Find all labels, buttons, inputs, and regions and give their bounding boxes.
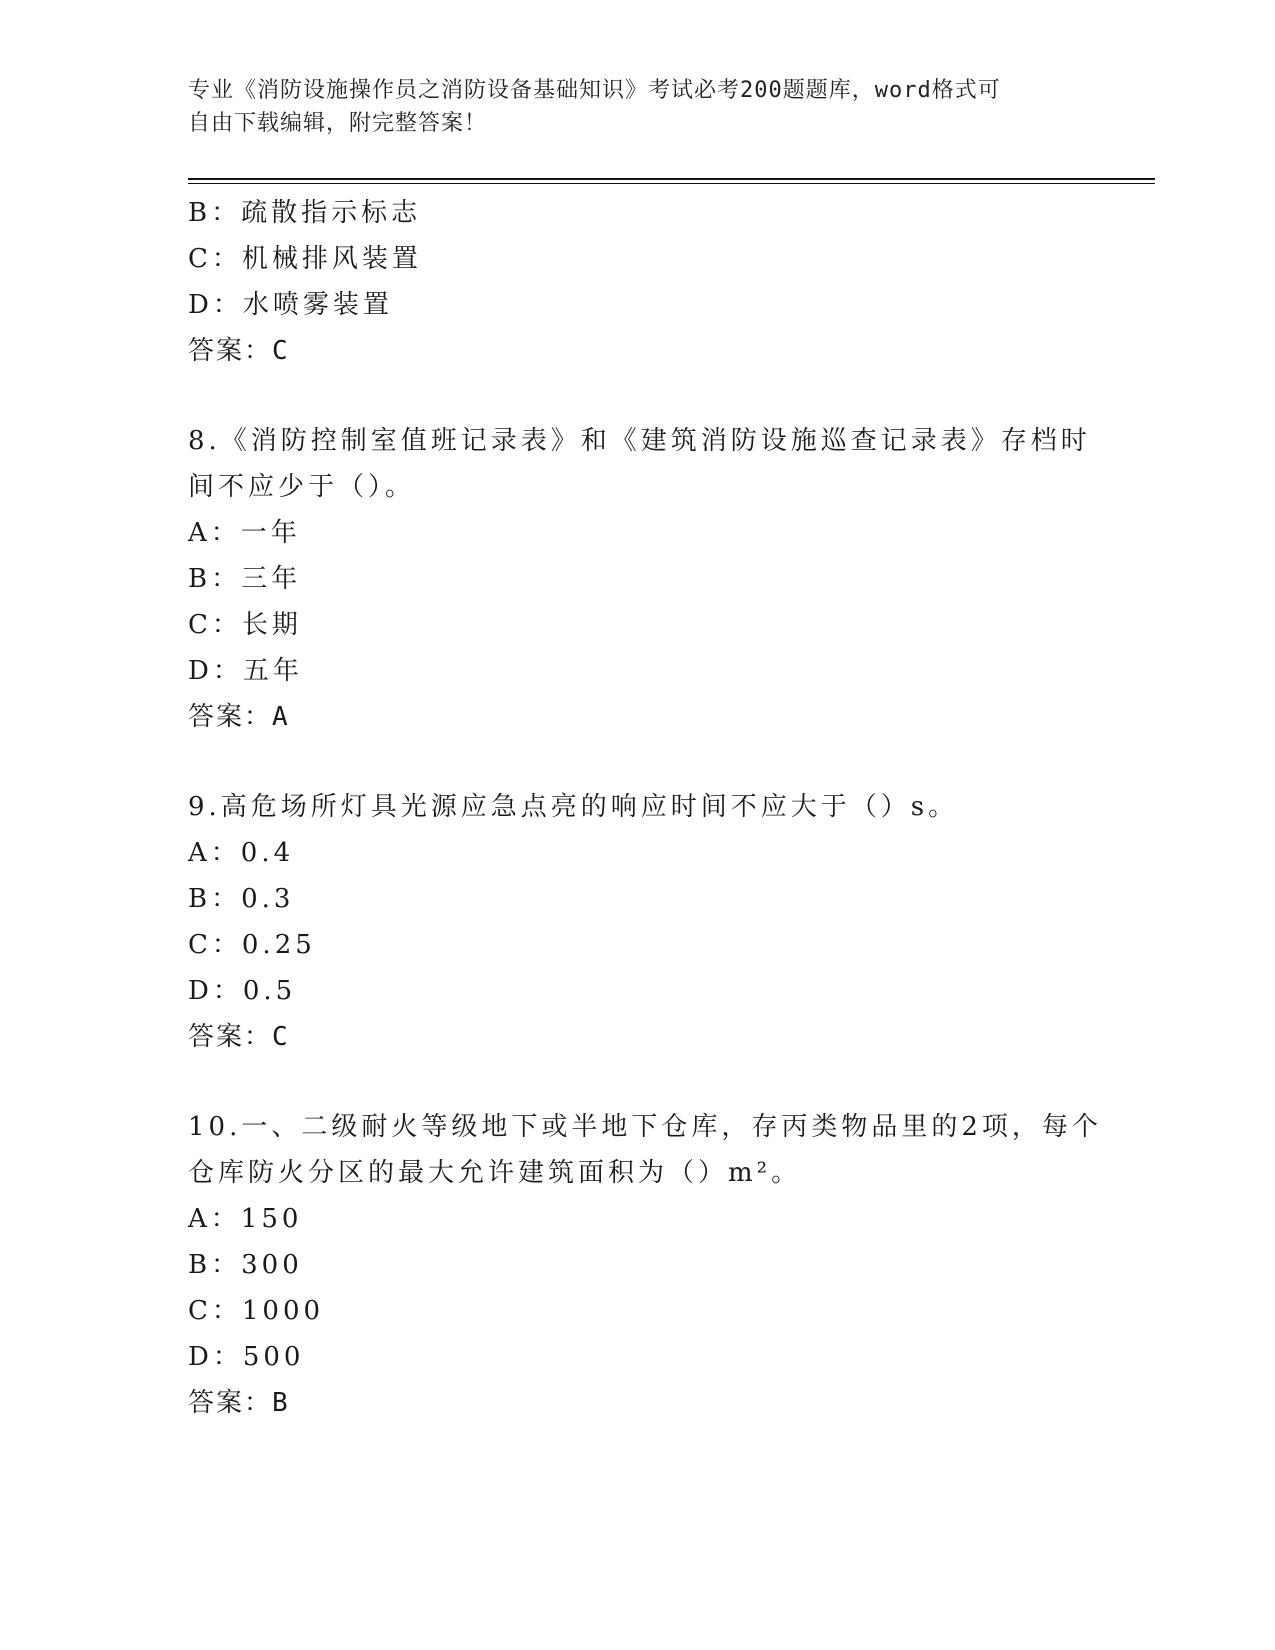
question-list <box>188 190 1102 1426</box>
option-a: A：一年 <box>188 518 301 548</box>
option-d: D：水喷雾装置 <box>188 290 393 320</box>
answer: 答案：C <box>188 1022 290 1052</box>
answer: 答案：C <box>188 336 290 366</box>
question-9 <box>188 784 1088 1060</box>
option-c: C：长期 <box>188 610 302 640</box>
option-b: B：疏散指示标志 <box>188 198 422 228</box>
answer: 答案：A <box>188 702 290 732</box>
option-c: C：0.25 <box>188 930 316 960</box>
spacer <box>188 374 1088 418</box>
option-b: B：0.3 <box>188 884 295 914</box>
spacer <box>188 740 1088 784</box>
option-b: B：三年 <box>188 564 302 594</box>
question-stem-continued: 间不应少于（）。 <box>188 472 416 502</box>
question-8 <box>188 418 1091 740</box>
option-c: C：1000 <box>188 1296 325 1326</box>
option-d: D：五年 <box>188 656 303 686</box>
question-stem-continued: 仓库防火分区的最大允许建筑面积为（）m²。 <box>188 1158 802 1188</box>
question-stem: 8.《消防控制室值班记录表》和《建筑消防设施巡查记录表》存档时 <box>188 426 1091 456</box>
question-stem: 9.高危场所灯具光源应急点亮的响应时间不应大于（）s。 <box>188 792 959 822</box>
option-c: C：机械排风装置 <box>188 244 422 274</box>
header-divider-thick <box>188 178 1155 180</box>
spacer <box>188 1060 1088 1104</box>
header-line-1: 专业《消防设施操作员之消防设备基础知识》考试必考200题题库，word格式可 <box>188 78 1001 103</box>
option-a: A：150 <box>188 1204 303 1234</box>
option-b: B：300 <box>188 1250 303 1280</box>
question-stem: 10.一、二级耐火等级地下或半地下仓库，存丙类物品里的2项，每个 <box>188 1112 1102 1142</box>
answer: 答案：B <box>188 1388 290 1418</box>
header-divider-thin <box>188 183 1155 184</box>
question-7 <box>188 190 1088 374</box>
option-d: D：0.5 <box>188 976 297 1006</box>
question-10 <box>188 1104 1102 1426</box>
option-a: A：0.4 <box>188 838 295 868</box>
document-header <box>188 74 1088 140</box>
header-line-2: 自由下载编辑，附完整答案！ <box>188 111 488 136</box>
option-d: D：500 <box>188 1342 305 1372</box>
